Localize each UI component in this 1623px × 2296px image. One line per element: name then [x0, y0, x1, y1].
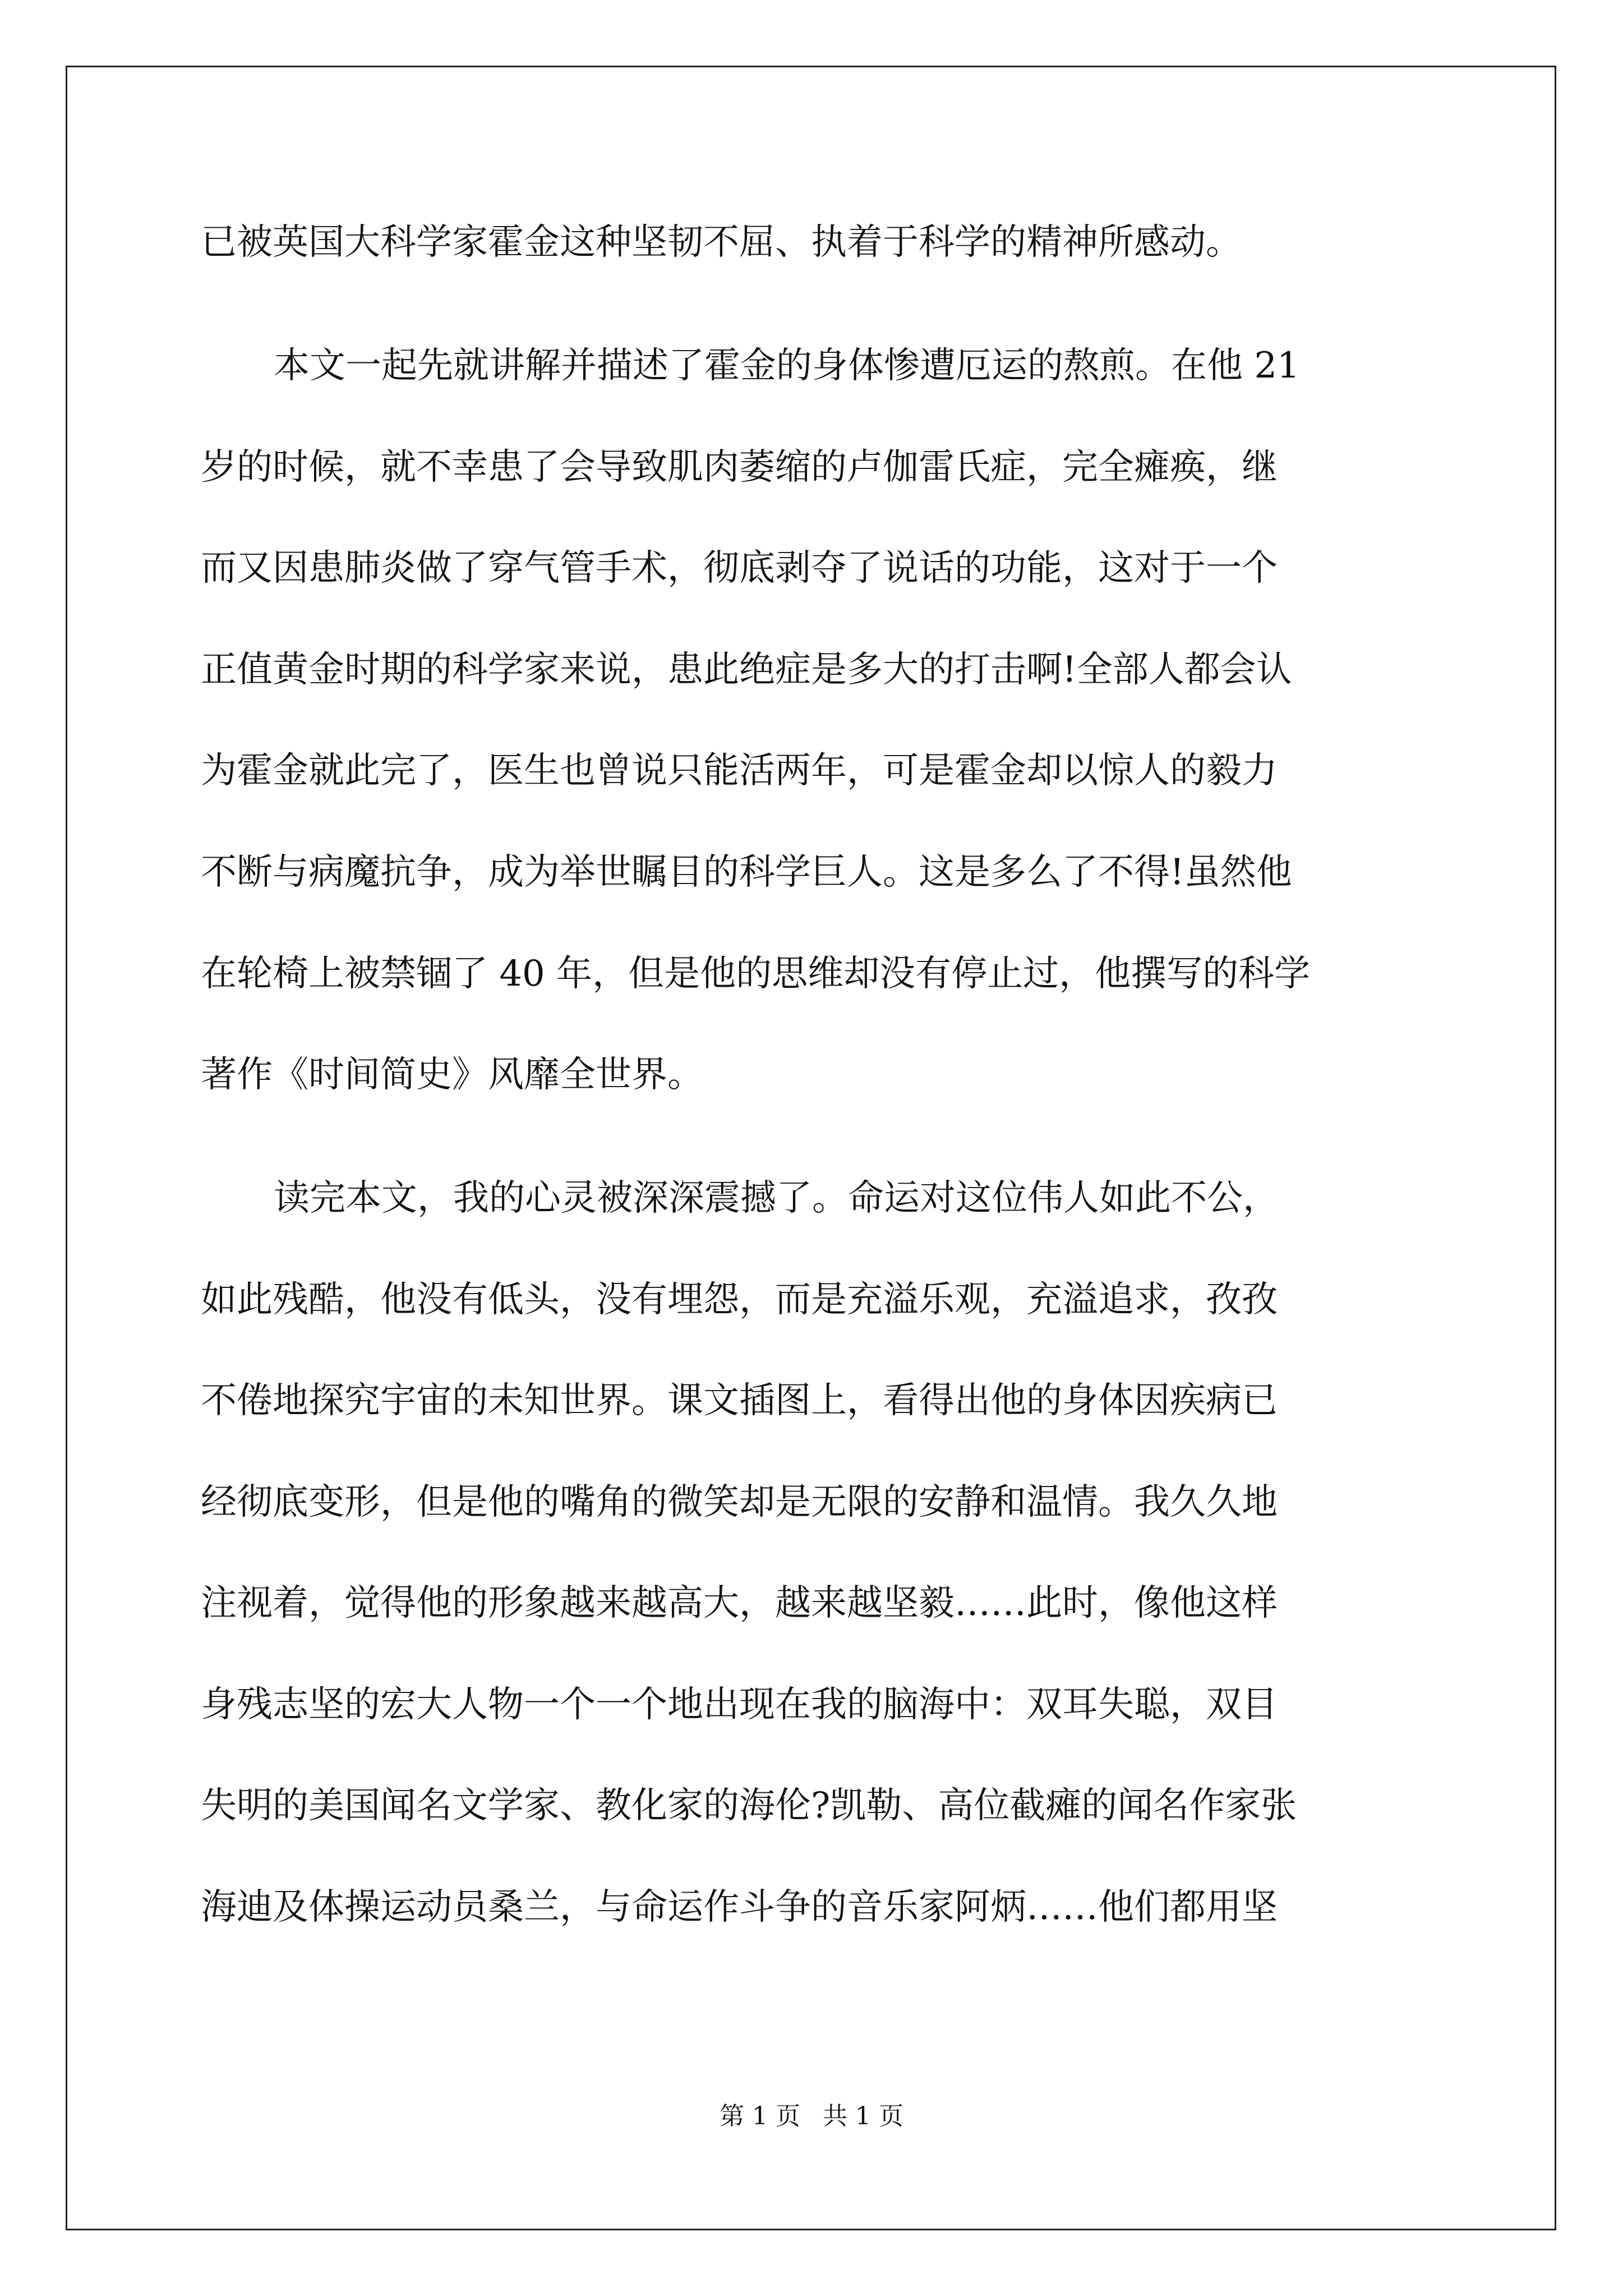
text-line-16: 失明的美国闻名文学家、教化家的海伦?凯勒、高位截瘫的闻名作家张 — [201, 1785, 1297, 1826]
text-line-17: 海迪及体操运动员桑兰，与命运作斗争的音乐家阿炳……他们都用坚 — [201, 1887, 1278, 1928]
text-line-12: 不倦地探究宇宙的未知世界。课文插图上，看得出他的身体因疾病已 — [201, 1380, 1278, 1421]
text-line-4: 而又因患肺炎做了穿气管手术，彻底剥夺了说话的功能，这对于一个 — [201, 547, 1278, 589]
page-number: 第 1 页 — [720, 2102, 800, 2131]
text-line-11: 如此残酷，他没有低头，没有埋怨，而是充溢乐观，充溢追求，孜孜 — [201, 1279, 1278, 1320]
text-line-15: 身残志坚的宏大人物一个一个地出现在我的脑海中：双耳失聪，双目 — [201, 1684, 1278, 1726]
text-line-7: 不断与病魔抗争，成为举世瞩目的科学巨人。这是多么了不得!虽然他 — [201, 852, 1292, 893]
text-line-8: 在轮椅上被禁锢了 40 年，但是他的思维却没有停止过，他撰写的科学 — [201, 953, 1311, 995]
page-footer — [0, 2101, 1623, 2132]
total-pages: 共 1 页 — [823, 2102, 903, 2131]
text-line-10: 读完本文，我的心灵被深深震撼了。命运对这位伟人如此不公， — [274, 1177, 1279, 1219]
text-line-13: 经彻底变形，但是他的嘴角的微笑却是无限的安静和温情。我久久地 — [201, 1481, 1278, 1523]
text-line-2: 本文一起先就讲解并描述了霍金的身体惨遭厄运的熬煎。在他 21 — [274, 345, 1300, 386]
text-line-6: 为霍金就此完了，医生也曾说只能活两年，可是霍金却以惊人的毅力 — [201, 750, 1278, 792]
text-line-5: 正值黄金时期的科学家来说，患此绝症是多大的打击啊!全部人都会认 — [201, 649, 1292, 691]
text-line-14: 注视着，觉得他的形象越来越高大，越来越坚毅……此时，像他这样 — [201, 1582, 1278, 1624]
text-line-3: 岁的时候，就不幸患了会导致肌肉萎缩的卢伽雷氏症，完全瘫痪，继 — [201, 447, 1278, 488]
text-line-1: 已被英国大科学家霍金这种坚韧不屈、执着于科学的精神所感动。 — [201, 222, 1242, 263]
text-line-9: 著作《时间简史》风靡全世界。 — [201, 1054, 703, 1096]
